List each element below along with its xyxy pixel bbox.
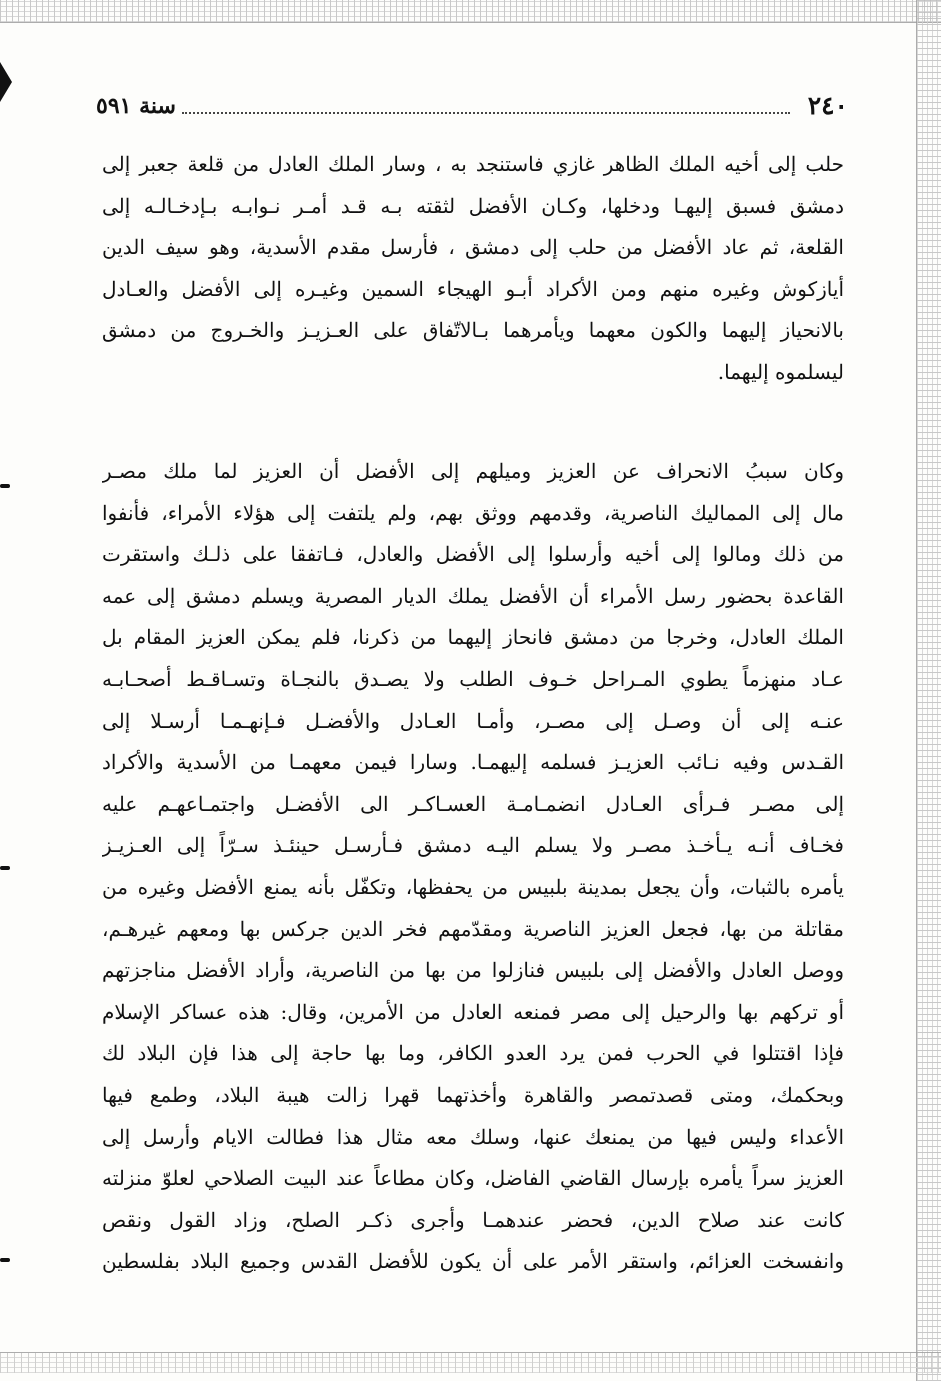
text-line: الملك العادل، وخرجا من دمشق فانحاز إليهما من ذكرنا، فلم يمكن العزيز المقام بل [102,625,844,650]
ornamental-border-top [0,0,941,23]
text-line: يأمره بالثبات، وأن يجعل بمدينة بلبيس من يحفظها، وتكفّل بأنه يمنع الأفضل وغيره من [102,874,844,899]
text-line: القاعدة بحضور رسل الأمراء أن الأفضل يملك الديار المصرية ويسلم دمشق إلى عمه [102,583,844,608]
ornamental-border-bottom [0,1352,941,1373]
text-line: القـدس وفيه نـائب العزيـز فسلمه إليهمـا. وسارا فيمن معهمـا من الأسدية والأكراد [102,750,844,775]
text-line: ووصل العادل والأفضل إلى بلبيس فنازلوا من بها من الناصرية، وأراد الأفضل مناجزتهم [102,958,844,983]
text-line: وانفسخت العزائم، واستقر الأمر على أن يكون للأفضل القدس وجميع البلاد بفلسطين [102,1249,844,1274]
text-line: من ذلك ومالوا إلى أخيه وأرسلوا إلى الأفضل والعادل، فـاتفقا على ذلـك واستقرت [102,542,844,567]
text-line: مقاتلة من بها، فجعل العزيز الناصرية ومقدّمهم فخر الدين جركس بها ومعهم غيرهـم، [102,916,844,941]
scan-edge-mark [0,866,10,870]
running-title: سنة ٥٩١ [96,93,176,119]
text-line: عـاد منهزماً يطوي المـراحل خـوف الطلب ولا يصـدق بالنجـاة وتسـاقـط أصحـابـه [102,666,844,691]
text-line: الأعداء وليس فيها من يمنعك عنها، وسلك معه مثال هذا فطالت الايام وأرسل إلى [102,1124,844,1149]
page-number: ٢٤٠ [807,91,848,120]
text-line: العزيز سراً يأمره بإرسال القاضي الفاضل، وكان مطاعاً عند البيت الصلاحي لعلوّ منزلته [102,1166,844,1191]
page-header [96,88,848,124]
text-line: كانت عند صلاح الدين، فحضر عندهمـا وأجرى ذكـر الصلح، وزاد القول ونقص [102,1207,844,1232]
text-line: مال إلى المماليك الناصرية، وقدمهم ووثق بهم، ولم يلتفت إلى هؤلاء الأمراء، فأنفوا [102,500,844,525]
text-line: دمشق فسبق إليهـا ودخلها، وكـان الأفضل لثقته بـه قـد أمـر نـوابـه بـإدخـالـه إلى [102,193,844,218]
scan-edge-mark [0,484,10,488]
text-line: أيازكوش وغيره منهم ومن الأكراد أبـو الهيجاء السمين وغيـره إلى الأفضل والعـادل [102,276,844,301]
text-line: القلعة، ثم عاد الأفضل من حلب إلى دمشق ، فأرسل مقدم الأسدية، وهو سيف الدين [102,235,844,260]
text-line: إلى مصـر فـرأى العـادل انضمـامـة العسـاكـر الى الأفضـل واجتمـاعهـم عليه [102,791,844,816]
paragraph-2 [102,451,844,1283]
text-line: بالانحياز إليهما والكون معهما ويأمرهما بـالاتّفاق على العـزيـز والخـروج من دمشق [102,318,844,343]
text-line: وبحكمك، ومتى قصدتمصر والقاهرة وأخذتهما قهرا زالت هيبة البلاد، وطمع فيها [102,1082,844,1107]
text-line: فخـاف أنـه يـأخـذ مصـر ولا يسلم اليـه دمشق فـأرسـل حينئـذ سـرّاً إلى العـزيـز [102,833,844,858]
paragraph-1 [102,144,844,394]
text-line: ليسلموه إليهما. [717,359,844,384]
text-line: وكان سببُ الانحراف عن العزيز وميلهم إلى الأفضل أن العزيز لما ملك مصـر [102,459,844,483]
header-dotted-leader [182,112,790,114]
ornamental-border-right [916,0,941,1381]
scan-edge-mark [0,62,12,102]
scan-edge-mark [0,1258,10,1262]
text-line: أو تركهم بها والرحيل إلى مصر فمنعه العادل من الأمرين، وقال: هذه عساكر الإسلام [102,999,844,1024]
text-line: عنـه إلى أن وصـل إلى مصـر، وأمـا العـادل والأفضـل فـإنهـمـا أرسـلا إلى [102,708,844,733]
text-line: فإذا اقتتلوا في الحرب فمن يرد العدو الكافر، وما بها حاجة إلى هذا فإن البلاد لك [102,1041,844,1066]
text-line: حلب إلى أخيه الملك الظاهر غازي فاستنجد به ، وسار الملك العادل من قلعة جعبر إلى [102,152,844,176]
